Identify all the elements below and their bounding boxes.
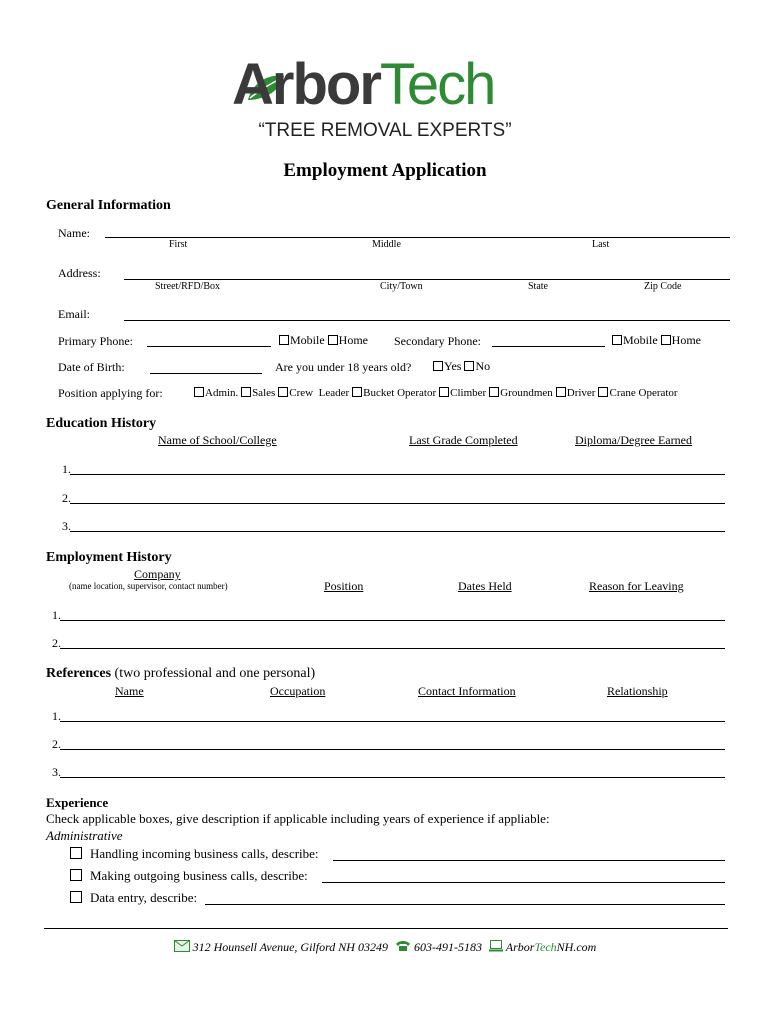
experience-item <box>70 890 197 906</box>
address-field[interactable] <box>124 279 730 280</box>
employment-col-position: Position <box>324 579 364 593</box>
position-crew-leader-label: Crew Leader <box>289 387 350 399</box>
experience-category: Administrative <box>46 828 123 843</box>
footer-website-part: NH.com <box>556 940 597 954</box>
position-groundmen-checkbox[interactable] <box>489 387 499 397</box>
education-row-number: 1. <box>62 462 71 476</box>
computer-icon <box>489 940 503 952</box>
employment-col-dates: Dates Held <box>458 579 512 593</box>
employment-heading: Employment History <box>46 550 172 565</box>
under18-yes-checkbox[interactable] <box>433 361 443 371</box>
education-row-line[interactable] <box>70 503 725 504</box>
under18-yes-label: Yes <box>444 359 462 373</box>
name-first-caption: First <box>169 239 188 250</box>
employment-company-sub: (name location, supervisor, contact number) <box>69 581 228 591</box>
primary-phone-label: Primary Phone: <box>58 334 133 348</box>
position-climber-label: Climber <box>450 387 487 399</box>
position-climber-checkbox[interactable] <box>439 387 449 397</box>
primary-home-checkbox[interactable] <box>328 335 338 345</box>
page-title: Employment Application <box>283 160 487 181</box>
position-groundmen-label: Groundmen <box>500 387 553 399</box>
dob-field[interactable] <box>150 373 262 374</box>
secondary-home-checkbox[interactable] <box>661 335 671 345</box>
references-heading-title: References <box>46 666 112 681</box>
references-col-name: Name <box>115 684 144 698</box>
under18-no-label: No <box>475 359 491 373</box>
education-row-line[interactable] <box>70 531 725 532</box>
references-row-line[interactable] <box>60 777 725 778</box>
experience-item-label: Making outgoing business calls, describe: <box>90 868 308 883</box>
references-row-number: 2. <box>52 737 61 751</box>
address-label: Address: <box>58 266 101 280</box>
education-row-number: 2. <box>62 491 71 505</box>
addr-street-caption: Street/RFD/Box <box>155 281 221 292</box>
footer-address: 312 Hounsell Avenue, Gilford NH 03249 <box>192 940 388 954</box>
employment-col-reason: Reason for Leaving <box>589 579 684 593</box>
education-row-number: 3. <box>62 519 71 533</box>
references-row-line[interactable] <box>60 721 725 722</box>
position-admin-label: Admin. <box>205 387 239 399</box>
addr-zip-caption: Zip Code <box>644 281 682 292</box>
education-col-grade: Last Grade Completed <box>409 433 518 447</box>
secondary-phone-label: Secondary Phone: <box>394 334 481 348</box>
footer-divider <box>44 928 728 929</box>
education-heading: Education History <box>46 416 157 431</box>
experience-item <box>70 868 308 884</box>
primary-phone-field[interactable] <box>147 346 271 347</box>
position-sales-label: Sales <box>252 387 276 399</box>
experience-checkbox[interactable] <box>70 891 82 903</box>
experience-instructions: Check applicable boxes, give description if applicable including years of experience if appliable: <box>46 811 550 826</box>
secondary-home-label: Home <box>671 333 701 347</box>
references-col-occupation: Occupation <box>270 684 326 698</box>
experience-describe-field[interactable] <box>333 860 725 861</box>
experience-describe-field[interactable] <box>322 882 725 883</box>
name-field[interactable] <box>105 237 730 238</box>
secondary-phone-field[interactable] <box>492 346 605 347</box>
position-sales-checkbox[interactable] <box>241 387 251 397</box>
experience-checkbox[interactable] <box>70 869 82 881</box>
employment-col-company: Company <box>134 567 181 581</box>
email-label: Email: <box>58 307 90 321</box>
footer-website[interactable] <box>506 940 597 954</box>
position-admin-checkbox[interactable] <box>194 387 204 397</box>
secondary-mobile-checkbox[interactable] <box>612 335 622 345</box>
position-driver-label: Driver <box>566 387 596 399</box>
footer-website-part: Tech <box>534 940 557 954</box>
references-col-relationship: Relationship <box>607 684 668 698</box>
experience-describe-field[interactable] <box>205 904 725 905</box>
position-bucket-operator-checkbox[interactable] <box>352 387 362 397</box>
education-col-school: Name of School/College <box>158 433 277 447</box>
employment-row-number: 1. <box>52 608 61 622</box>
primary-home-label: Home <box>338 333 368 347</box>
primary-mobile-checkbox[interactable] <box>279 335 289 345</box>
logo-text-arbor: Arbor <box>232 52 380 117</box>
name-middle-caption: Middle <box>372 239 401 250</box>
primary-mobile-label: Mobile <box>290 333 325 347</box>
position-label: Position applying for: <box>58 386 163 400</box>
employment-row-line[interactable] <box>60 648 725 649</box>
company-logo <box>232 52 542 118</box>
name-label: Name: <box>58 226 90 240</box>
education-col-diploma: Diploma/Degree Earned <box>575 433 692 447</box>
references-row-number: 1. <box>52 709 61 723</box>
under18-label: Are you under 18 years old? <box>275 360 412 374</box>
email-field[interactable] <box>124 320 730 321</box>
references-row-line[interactable] <box>60 749 725 750</box>
name-last-caption: Last <box>592 239 610 250</box>
footer-website-part: Arbor <box>505 940 535 954</box>
employment-row-number: 2. <box>52 636 61 650</box>
footer-phone: 603-491-5183 <box>413 940 482 954</box>
position-bucket-operator-label: Bucket Operator <box>363 387 437 399</box>
references-row-number: 3. <box>52 765 61 779</box>
experience-checkbox[interactable] <box>70 847 82 859</box>
education-row-line[interactable] <box>70 474 725 475</box>
general-info-heading: General Information <box>46 198 171 213</box>
experience-item <box>70 846 319 862</box>
position-driver-checkbox[interactable] <box>556 387 566 397</box>
dob-label: Date of Birth: <box>58 360 125 374</box>
experience-item-label: Data entry, describe: <box>90 890 198 905</box>
experience-item-label: Handling incoming business calls, describe: <box>90 846 319 861</box>
position-options <box>194 387 678 399</box>
footer <box>0 940 770 955</box>
envelope-icon <box>174 940 190 952</box>
references-heading <box>46 666 315 682</box>
under18-no-checkbox[interactable] <box>464 361 474 371</box>
references-col-contact: Contact Information <box>418 684 516 698</box>
addr-state-caption: State <box>528 281 548 292</box>
position-crane-operator-label: Crane Operator <box>609 387 678 399</box>
secondary-mobile-label: Mobile <box>623 333 658 347</box>
position-crane-operator-checkbox[interactable] <box>598 387 608 397</box>
logo-text-tech: Tech <box>379 52 495 117</box>
addr-city-caption: City/Town <box>380 281 423 292</box>
logo-tagline: “TREE REMOVAL EXPERTS” <box>258 120 512 141</box>
references-heading-note: (two professional and one personal) <box>111 666 316 681</box>
employment-row-line[interactable] <box>60 620 725 621</box>
phone-icon <box>395 940 411 952</box>
experience-heading: Experience <box>46 795 109 810</box>
position-crew-leader-checkbox[interactable] <box>278 387 288 397</box>
